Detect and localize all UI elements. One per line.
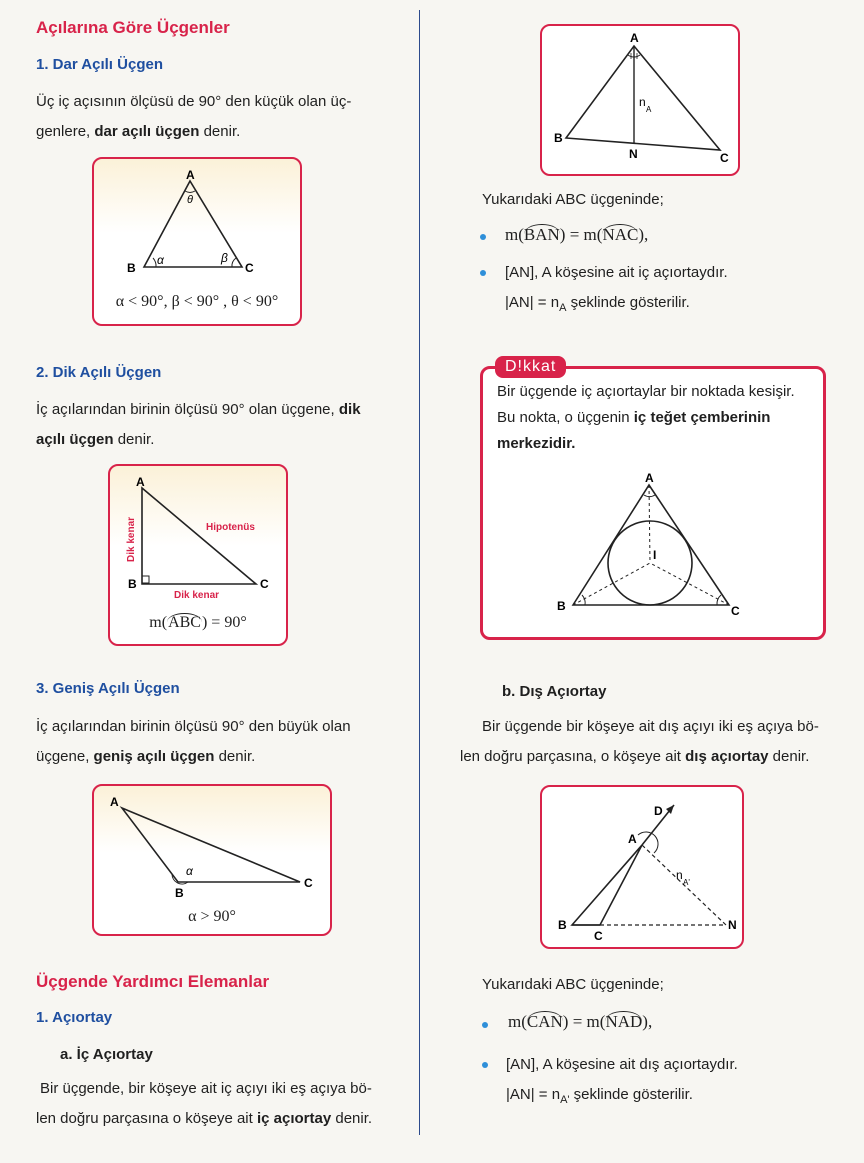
incircle-label-c: C xyxy=(731,604,740,618)
eb-triangle-shape xyxy=(572,845,642,925)
eb-label-a: A xyxy=(628,832,637,846)
obtuse-triangle-shape xyxy=(122,808,300,882)
bullet-4 xyxy=(482,1062,488,1068)
acute-line-2 xyxy=(36,117,406,147)
right-formula xyxy=(110,614,286,632)
obtuse-alpha: α xyxy=(186,864,193,878)
right-definition xyxy=(36,395,411,455)
b1-pre: m( xyxy=(505,225,524,244)
hypotenuse-label: Hipotenüs xyxy=(206,522,255,533)
external-line-1: Bir üçgende bir köşeye ait dış açıyı iki eş açıya bö- xyxy=(482,718,819,735)
obtuse-line-1: İç açılarından birinin ölçüsü 90° den büyük olan xyxy=(36,718,351,735)
bullet-1 xyxy=(480,234,486,240)
internal-bisector-figure xyxy=(540,24,740,176)
eb-label-na: n xyxy=(676,868,683,882)
c1-post: ), xyxy=(642,1012,653,1031)
bullet-2 xyxy=(480,270,486,276)
internal-bisector-definition xyxy=(36,1074,411,1134)
incircle-label-b: B xyxy=(557,599,566,613)
external-bisector-statement: [AN], A köşesine ait dış açıortaydır. xyxy=(506,1056,738,1073)
obtuse-label-c: C xyxy=(304,876,313,890)
c3-sub: A' xyxy=(560,1094,570,1106)
obtuse-label-b: B xyxy=(175,886,184,900)
acute-label-b: B xyxy=(127,261,136,275)
right-text: İç açılarından birinin ölçüsü 90° olan üçgene, xyxy=(36,401,339,418)
leg-horizontal-label: Dik kenar xyxy=(174,590,220,601)
obtuse-formula: α > 90° xyxy=(188,908,236,925)
c1-angle-1: CAN xyxy=(526,1012,563,1031)
obtuse-term: geniş açılı üçgen xyxy=(93,748,215,765)
b1-mid: ) = m( xyxy=(559,225,603,244)
eb-label-c: C xyxy=(594,929,603,943)
dikkat-line-1: Bir üçgende iç açıortaylar bir noktada kesişir. xyxy=(497,383,795,400)
right-term-1: dik xyxy=(338,401,361,418)
ib-label-n: N xyxy=(629,147,638,161)
leg-vertical-label: Dik kenar xyxy=(126,516,137,562)
c3-text: |AN| = n xyxy=(506,1086,561,1103)
bullet-3 xyxy=(482,1022,488,1028)
ib-label-b: B xyxy=(554,131,563,145)
right-text-end: denir. xyxy=(113,431,155,448)
internal-bisector-notation xyxy=(505,288,690,323)
external-term: dış açıortay xyxy=(685,748,769,765)
b3-sub: A xyxy=(559,302,567,314)
right-label-b: B xyxy=(128,577,137,591)
c1-pre: m( xyxy=(508,1012,527,1031)
obtuse-definition xyxy=(36,712,411,772)
dikkat-term: iç teğet çemberinin xyxy=(633,409,771,426)
internal-term: iç açıortay xyxy=(256,1110,332,1127)
ib-label-na-sub: A xyxy=(646,105,652,114)
acute-theta: θ xyxy=(187,194,193,206)
acute-text-end: denir. xyxy=(199,123,241,140)
acute-label-c: C xyxy=(245,261,254,275)
ib-label-c: C xyxy=(720,151,729,165)
subheading-right: 2. Dik Açılı Üçgen xyxy=(36,364,162,381)
external-bisector-notation xyxy=(506,1080,693,1115)
subheading-acute: 1. Dar Açılı Üçgen xyxy=(36,56,163,73)
b3-text: |AN| = n xyxy=(505,294,560,311)
eb-label-n: N xyxy=(728,918,737,932)
obtuse-text: üçgene, xyxy=(36,748,94,765)
c3-post: şeklinde gösterilir. xyxy=(569,1086,693,1103)
internal-line-2 xyxy=(36,1104,411,1134)
acute-text: genlere, xyxy=(36,123,95,140)
acute-label-a: A xyxy=(186,168,195,182)
right-triangle-figure xyxy=(108,464,288,646)
eb-label-b: B xyxy=(558,918,567,932)
acute-triangle-figure xyxy=(92,157,302,326)
acute-alpha: α xyxy=(157,253,164,267)
eb-label-d: D xyxy=(654,804,663,818)
dikkat-box xyxy=(480,366,826,640)
right-line-1 xyxy=(36,395,411,425)
internal-line-1: Bir üçgende, bir köşeye ait iç açıyı iki eş açıya bö- xyxy=(40,1080,372,1097)
ib-label-na: n xyxy=(639,95,646,109)
c1-mid: ) = m( xyxy=(562,1012,606,1031)
acute-term: dar açılı üçgen xyxy=(94,123,200,140)
acute-arc-a xyxy=(185,191,195,192)
right-formula-post: ) = 90° xyxy=(201,614,247,631)
external-line-2 xyxy=(460,742,840,772)
ib-label-a: A xyxy=(630,31,639,45)
internal-bisector-diagram xyxy=(542,26,738,174)
internal-text-end: denir. xyxy=(331,1110,373,1127)
incircle-label-i: I xyxy=(653,548,657,562)
c1-angle-2: NAD xyxy=(605,1012,643,1031)
subheading-internal-bisector: a. İç Açıortay xyxy=(60,1046,153,1063)
b1-angle-2: NAC xyxy=(602,225,639,244)
acute-formula: α < 90°, β < 90° , θ < 90° xyxy=(115,293,279,310)
incircle-label-a: A xyxy=(645,471,654,485)
external-bisector-definition xyxy=(460,712,840,772)
acute-line-1: Üç iç açısının ölçüsü de 90° den küçük olan üç- xyxy=(36,93,352,110)
right-formula-pre: m( xyxy=(149,614,168,631)
acute-arc-c xyxy=(232,258,236,267)
right-line-2 xyxy=(36,425,411,455)
dikkat-tag: D!kkat xyxy=(495,356,566,378)
right-label-a: A xyxy=(136,475,145,489)
obtuse-line-2 xyxy=(36,742,411,772)
incircle-triangle xyxy=(573,485,729,605)
b1-angle-1: BAN xyxy=(523,225,560,244)
external-text: len doğru parçasına, o köşeye ait xyxy=(460,748,686,765)
intro-external: Yukarıdaki ABC üçgeninde; xyxy=(482,976,664,993)
incircle-diagram xyxy=(483,369,823,637)
external-equal-angles xyxy=(508,1012,652,1032)
intro-internal: Yukarıdaki ABC üçgeninde; xyxy=(482,191,664,208)
external-bisector-figure xyxy=(540,785,744,949)
dikkat-text-2: Bu nokta, o üçgenin xyxy=(497,409,634,426)
acute-arc-b xyxy=(153,258,156,267)
b3-post: şeklinde gösterilir. xyxy=(566,294,690,311)
acute-definition xyxy=(36,87,406,147)
right-term-2: açılı üçgen xyxy=(36,431,114,448)
right-angle-mark xyxy=(142,576,149,583)
right-label-c: C xyxy=(260,577,269,591)
section-heading-aux: Üçgende Yardımcı Elemanlar xyxy=(36,972,270,991)
subheading-external-bisector: b. Dış Açıortay xyxy=(502,683,607,700)
external-text-end: denir. xyxy=(768,748,810,765)
b1-post: ), xyxy=(638,225,649,244)
obtuse-label-a: A xyxy=(110,795,119,809)
subheading-bisector: 1. Açıortay xyxy=(36,1009,113,1026)
acute-beta: β xyxy=(221,251,228,265)
obtuse-text-end: denir. xyxy=(214,748,256,765)
right-triangle-shape xyxy=(142,488,256,584)
eb-label-na-sub: A' xyxy=(683,878,690,887)
internal-text: len doğru parçasına o köşeye ait xyxy=(36,1110,257,1127)
subheading-obtuse: 3. Geniş Açılı Üçgen xyxy=(36,680,180,697)
external-bisector-diagram xyxy=(542,787,742,947)
dikkat-term-end: merkezidir. xyxy=(497,435,576,452)
internal-equal-angles xyxy=(505,225,648,245)
section-heading-angles: Açılarına Göre Üçgenler xyxy=(36,18,230,37)
bisector-c xyxy=(650,563,729,605)
internal-bisector-statement: [AN], A köşesine ait iç açıortaydır. xyxy=(505,264,728,281)
column-divider xyxy=(419,10,420,1135)
right-formula-angle: ABC xyxy=(168,614,201,631)
obtuse-triangle-figure xyxy=(92,784,332,936)
